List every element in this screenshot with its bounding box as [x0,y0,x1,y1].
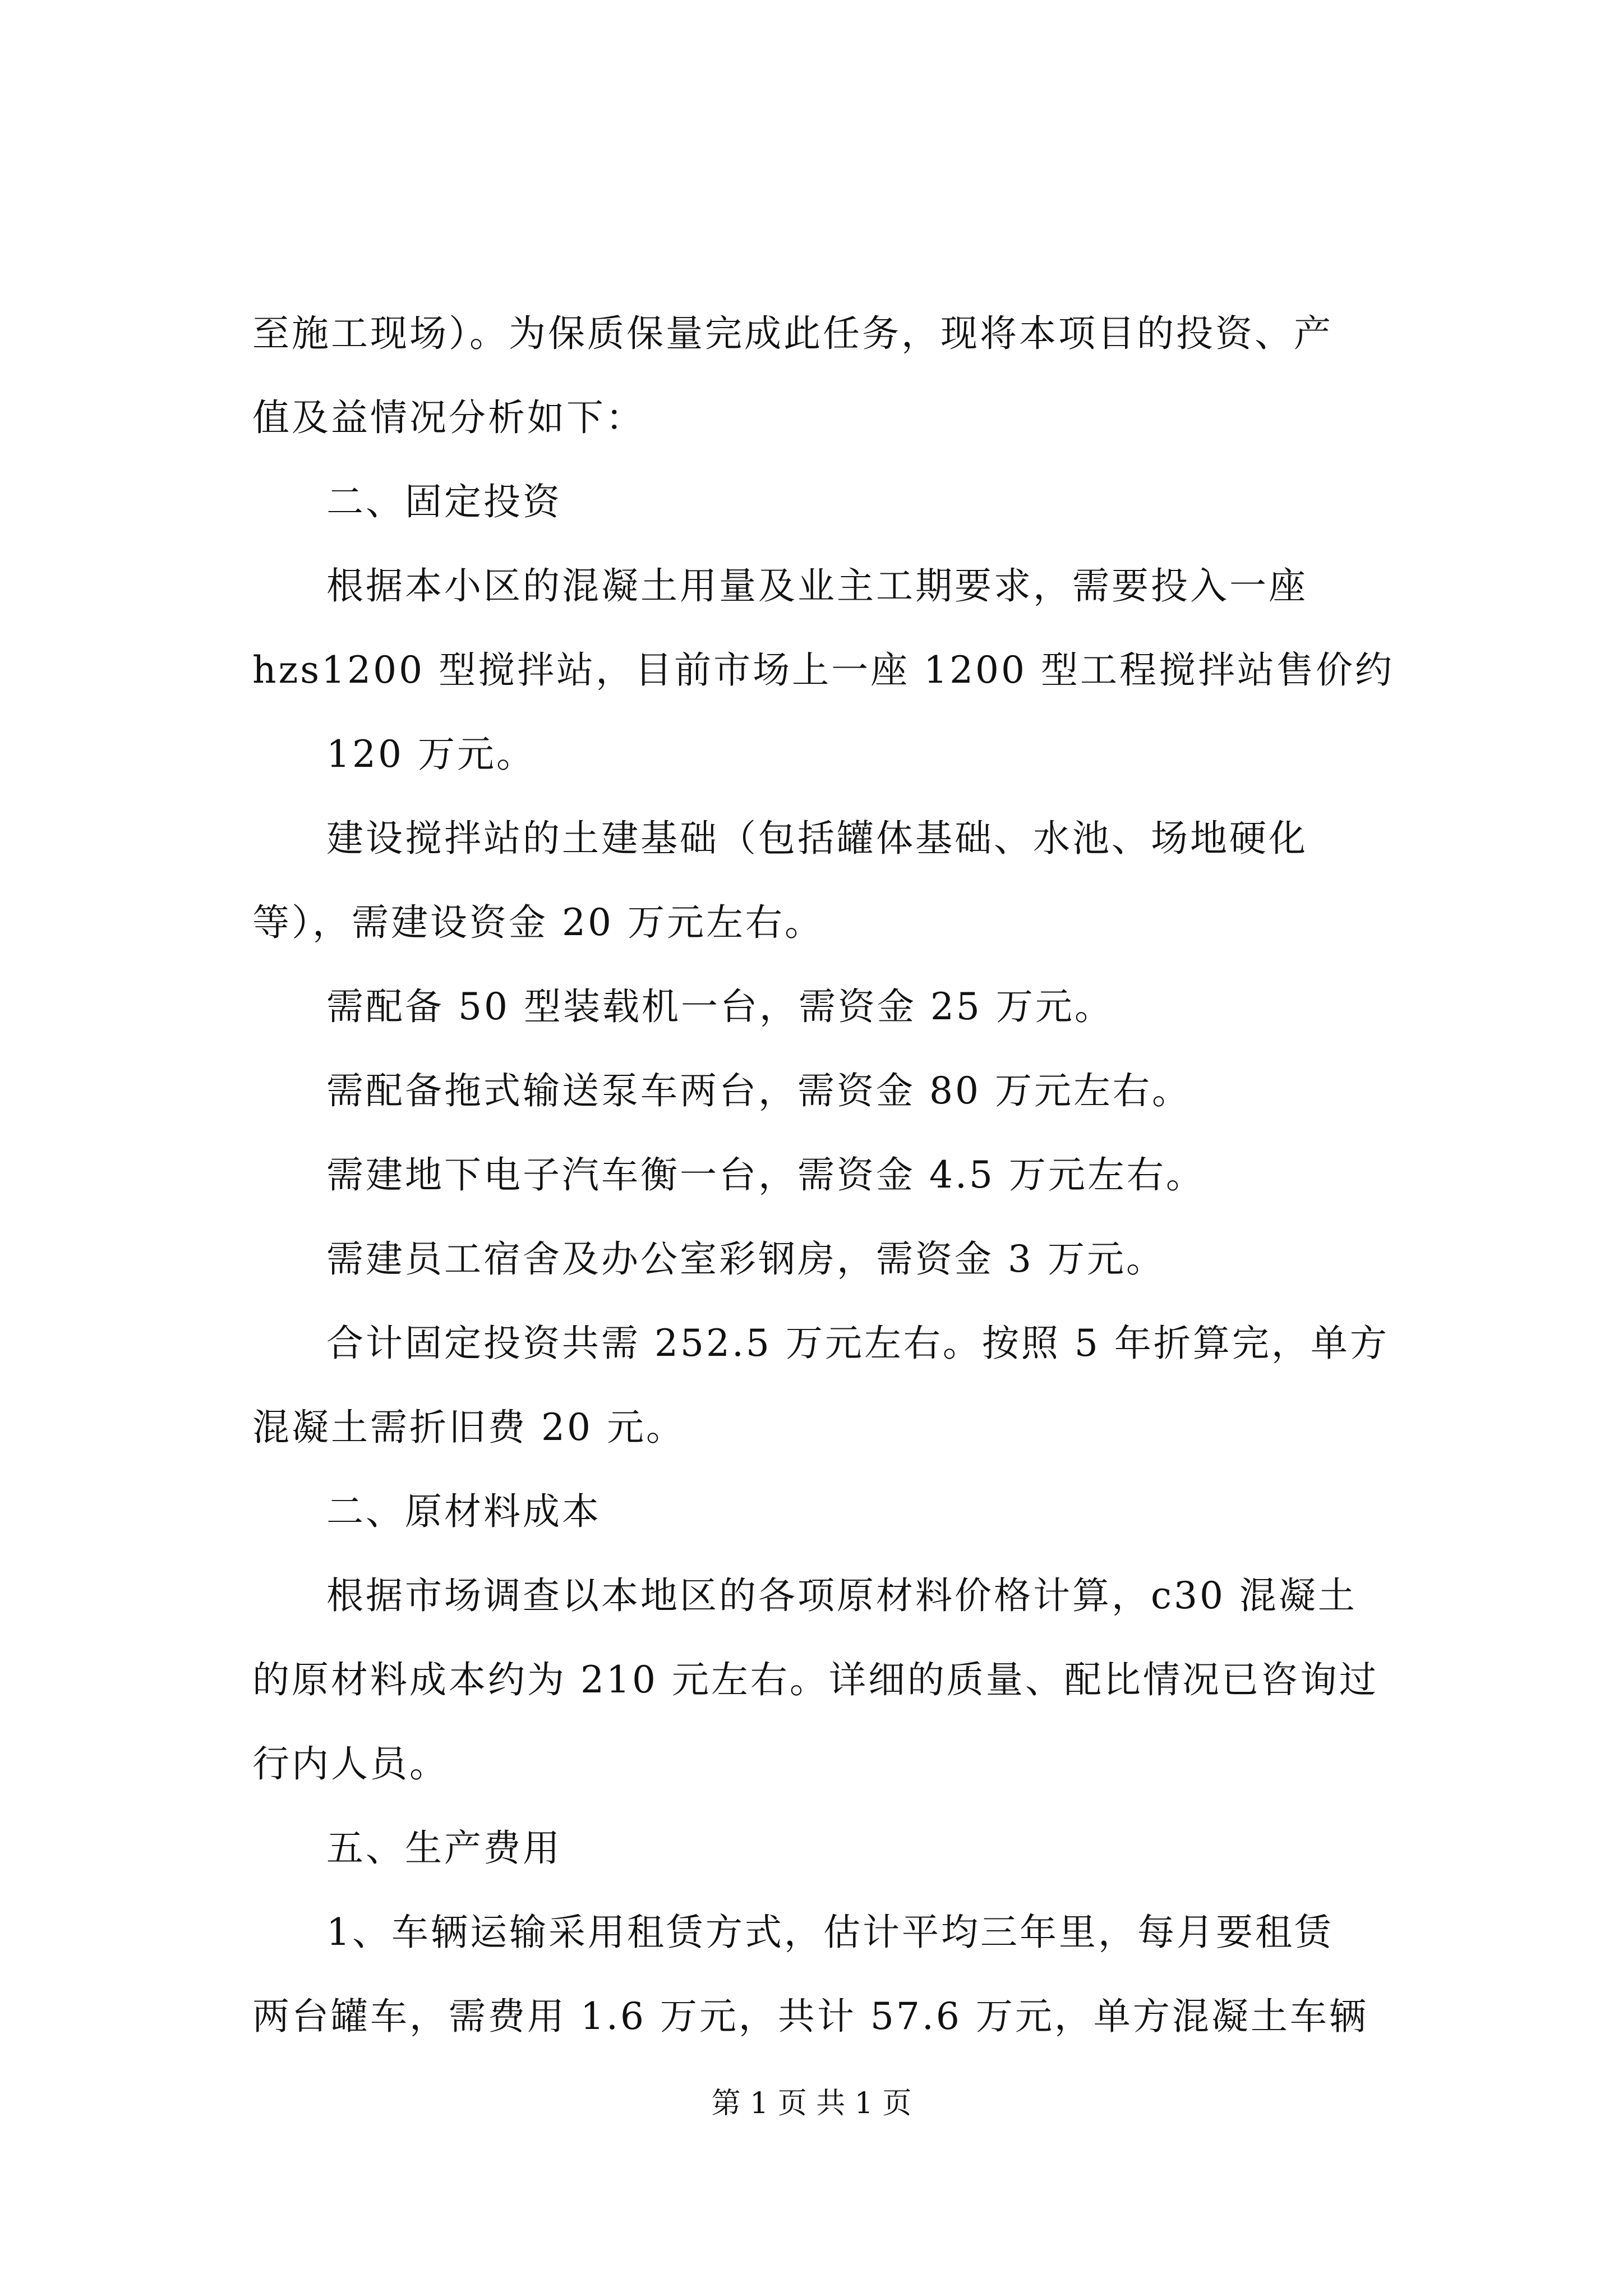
section-heading-production-cost: 五、生产费用 [326,1826,562,1870]
document-body [252,292,1430,2059]
section-heading-fixed-investment: 二、固定投资 [326,480,562,523]
paragraph-line: 合计固定投资共需 252.5 万元左右。按照 5 年折算完，单方 [326,1322,1389,1365]
paragraph-line: 根据市场调查以本地区的各项原材料价格计算，c30 混凝土 [326,1574,1357,1617]
paragraph-line: 需建员工宿舍及办公室彩钢房，需资金 3 万元。 [326,1237,1165,1281]
paragraph-line: 1、车辆运输采用租赁方式，估计平均三年里，每月要租赁 [326,1911,1334,1954]
text-line-continuation: 值及益情况分析如下： [252,396,645,439]
paragraph-line: 混凝土需折旧费 20 元。 [252,1406,685,1449]
paragraph-line: 根据本小区的混凝土用量及业主工期要求，需要投入一座 [326,564,1308,608]
text-line-continuation: 至施工现场）。为保质保量完成此任务，现将本项目的投资、产 [252,312,1333,355]
page-number-footer: 第 1 页 共 1 页 [711,2087,912,2120]
paragraph-line: 等），需建设资金 20 万元左右。 [252,901,824,944]
paragraph-line: 需配备拖式输送泵车两台，需资金 80 万元左右。 [326,1069,1191,1112]
paragraph-line: hzs1200 型搅拌站，目前市场上一座 1200 型工程搅拌站售价约 [252,648,1395,692]
paragraph-line: 建设搅拌站的土建基础（包括罐体基础、水池、场地硬化 [326,817,1308,860]
paragraph-line: 需建地下电子汽车衡一台，需资金 4.5 万元左右。 [326,1153,1205,1197]
section-heading-raw-material-cost: 二、原材料成本 [326,1490,601,1533]
paragraph-line: 行内人员。 [252,1742,449,1786]
paragraph-line: 需配备 50 型装载机一台，需资金 25 万元。 [326,985,1114,1028]
paragraph-line: 两台罐车，需费用 1.6 万元，共计 57.6 万元，单方混凝土车辆 [252,1995,1368,2038]
paragraph-line: 120 万元。 [326,733,536,776]
paragraph-line: 的原材料成本约为 210 元左右。详细的质量、配比情况已咨询过 [252,1658,1378,1701]
